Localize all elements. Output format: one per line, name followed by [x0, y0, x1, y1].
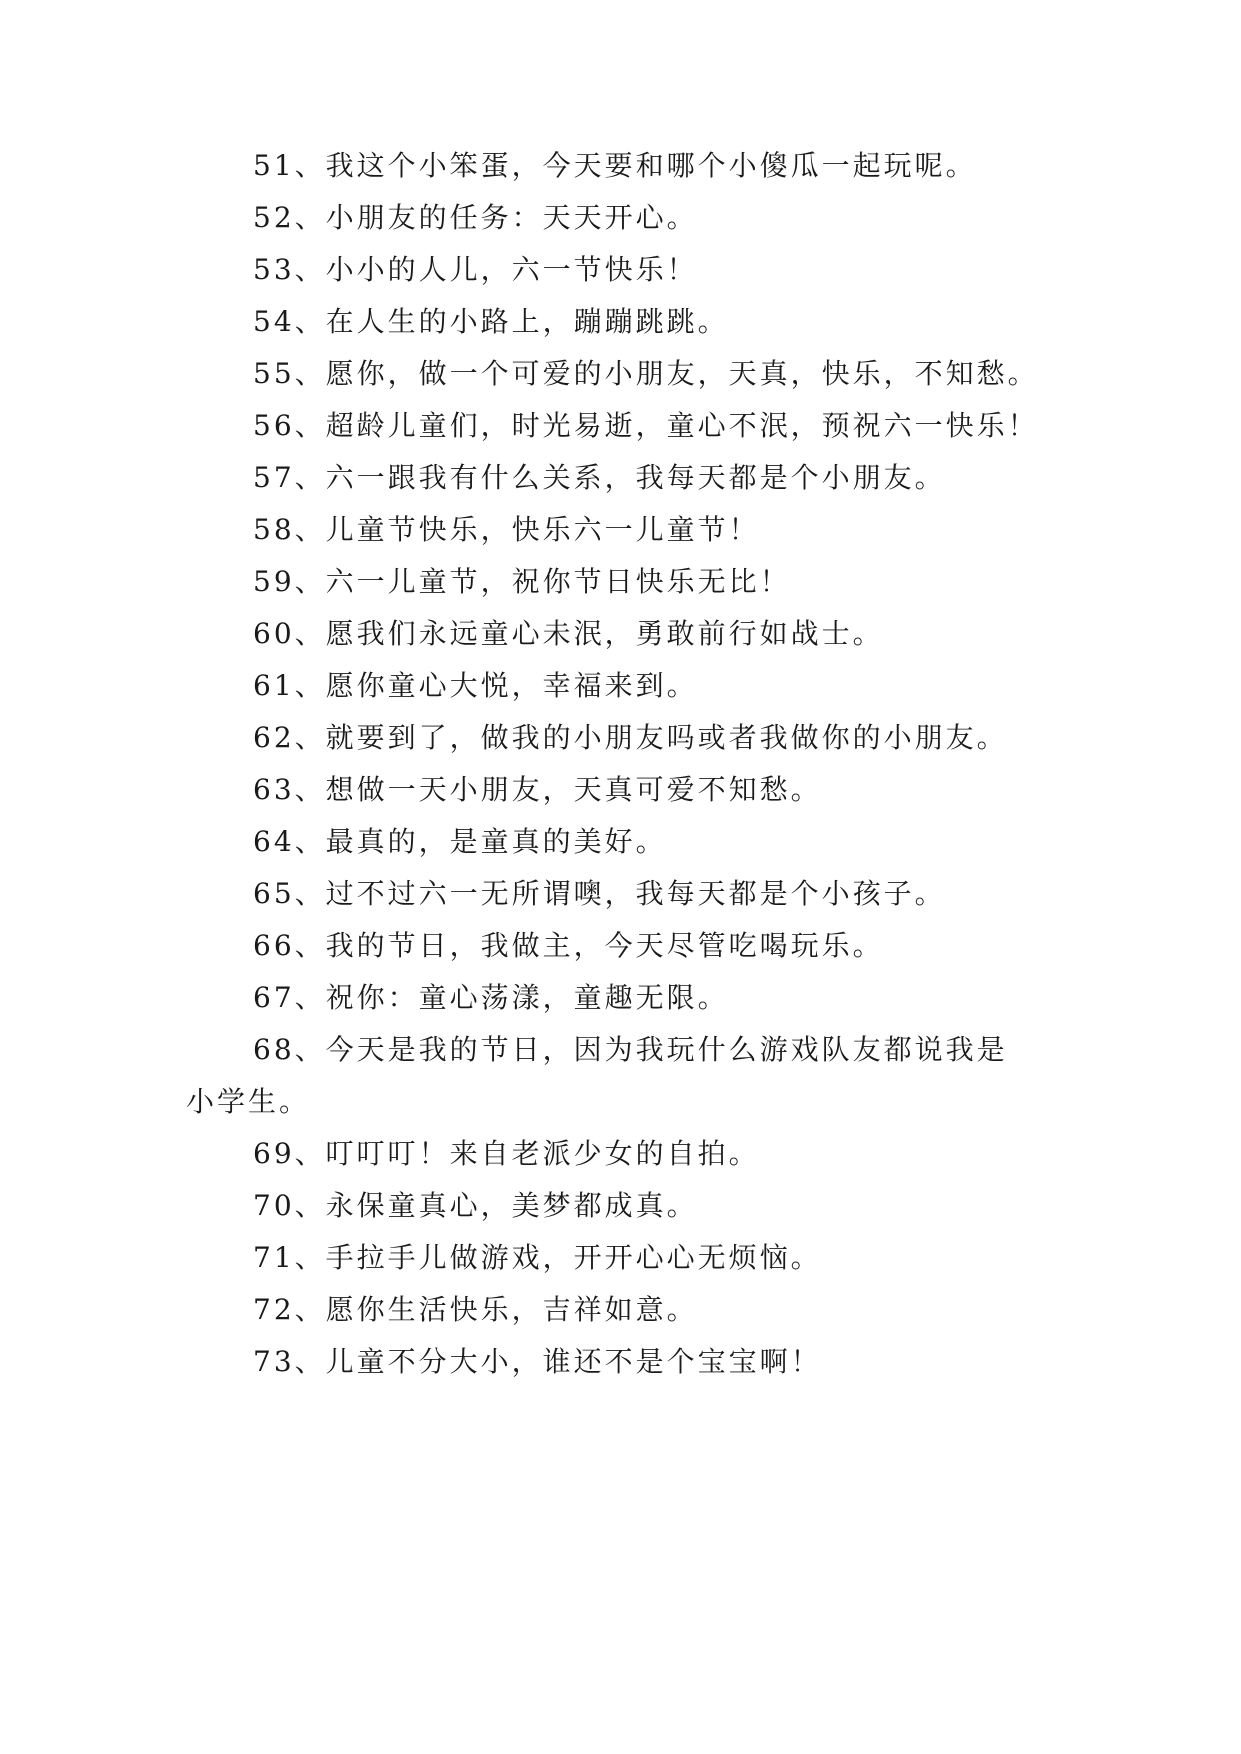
- list-item: 63、想做一天小朋友，天真可爱不知愁。: [253, 773, 822, 806]
- list-item: 65、过不过六一无所谓噢，我每天都是个小孩子。: [253, 877, 946, 910]
- list-item: 67、祝你：童心荡漾，童趣无限。: [253, 981, 729, 1014]
- list-item: 71、手拉手儿做游戏，开开心心无烦恼。: [253, 1241, 822, 1274]
- list-item: 66、我的节日，我做主，今天尽管吃喝玩乐。: [253, 929, 884, 962]
- list-item-continuation: 小学生。: [186, 1085, 311, 1118]
- list-item: 51、我这个小笨蛋，今天要和哪个小傻瓜一起玩呢。: [253, 149, 977, 182]
- list-item: 60、愿我们永远童心未泯，勇敢前行如战士。: [253, 617, 884, 650]
- list-item: 55、愿你，做一个可爱的小朋友，天真，快乐，不知愁。: [253, 357, 1039, 390]
- list-item: 53、小小的人儿，六一节快乐！: [253, 253, 698, 286]
- list-item: 56、超龄儿童们，时光易逝，童心不泯，预祝六一快乐！: [253, 409, 1039, 442]
- list-item: 64、最真的，是童真的美好。: [253, 825, 667, 858]
- list-item: 58、儿童节快乐，快乐六一儿童节！: [253, 513, 760, 546]
- list-item: 69、叮叮叮！来自老派少女的自拍。: [253, 1137, 760, 1170]
- list-item: 57、六一跟我有什么关系，我每天都是个小朋友。: [253, 461, 946, 494]
- list-item: 68、今天是我的节日，因为我玩什么游戏队友都说我是: [253, 1033, 1008, 1066]
- list-item: 62、就要到了，做我的小朋友吗或者我做你的小朋友。: [253, 721, 1008, 754]
- list-item: 59、六一儿童节，祝你节日快乐无比！: [253, 565, 791, 598]
- list-item: 61、愿你童心大悦，幸福来到。: [253, 669, 698, 702]
- list-item: 54、在人生的小路上，蹦蹦跳跳。: [253, 305, 729, 338]
- list-item: 72、愿你生活快乐，吉祥如意。: [253, 1293, 698, 1326]
- list-item: 70、永保童真心，美梦都成真。: [253, 1189, 698, 1222]
- list-item: 73、儿童不分大小，谁还不是个宝宝啊！: [253, 1345, 822, 1378]
- list-item: 52、小朋友的任务：天天开心。: [253, 201, 698, 234]
